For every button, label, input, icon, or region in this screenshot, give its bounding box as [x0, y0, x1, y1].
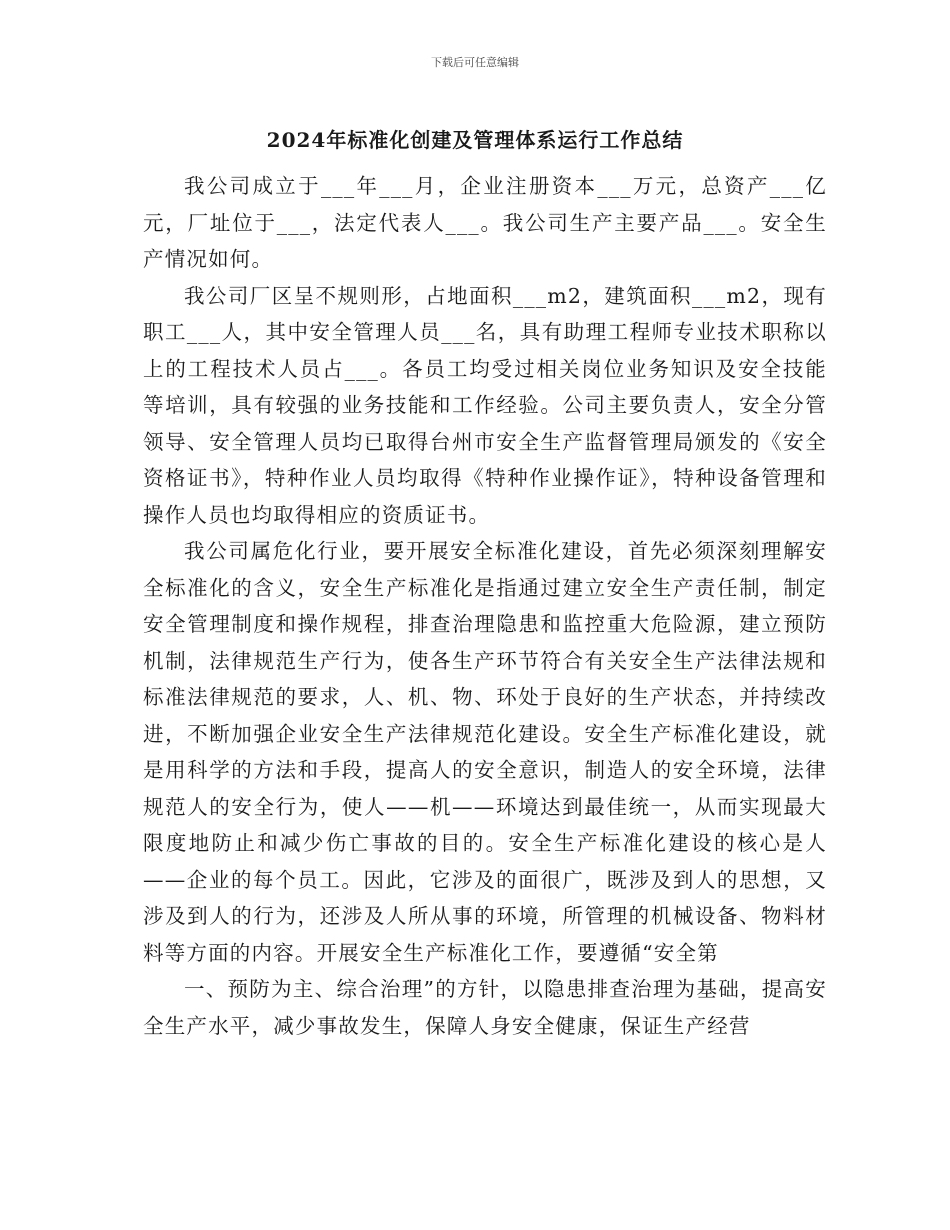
download-editable-note: 下载后可任意编辑 — [431, 56, 519, 69]
paragraph-site-and-staff: 我公司厂区呈不规则形，占地面积___m2，建筑面积___m2，现有职工___人，其中安全管理人员___名，具有助理工程师专业技术职称以上的工程技术人员占___。各员工均受过相关岗位业务知识及安全技能等培训，具有较强的业务技能和工作经验。公司主要负责人，安全分管领导、安全管理人员均已取得台州市安全生产监督管理局颁发的《安全资格证书》，特种作业人员均取得《特种作业操作证》，特种设备管理和操作人员也均取得相应的资质证书。 — [143, 283, 827, 527]
paragraph-company-overview: 我公司成立于___年___月，企业注册资本___万元，总资产___亿元，厂址位于___，法定代表人___。我公司生产主要产品___。安全生产情况如何。 — [143, 174, 827, 271]
document-body — [143, 168, 827, 1044]
paragraph-standardization-meaning: 我公司属危化行业，要开展安全标准化建设，首先必须深刻理解安全标准化的含义，安全生产标准化是指通过建立安全生产责任制，制定安全管理制度和操作规程，排查治理隐患和监控重大危险源，建立预防机制，法律规范生产行为，使各生产环节符合有关安全生产法律法规和标准法律规范的要求，人、机、物、环处于良好的生产状态，并持续改进，不断加强企业安全生产法律规范化建设。安全生产标准化建设，就是用科学的方法和手段，提高人的安全意识，制造人的安全环境，法律规范人的安全行为，使人——机——环境达到最佳统一，从而实现最大限度地防止和减少伤亡事故的目的。安全生产标准化建设的核心是人——企业的每个员工。因此，它涉及的面很广，既涉及到人的思想，又涉及到人的行为，还涉及人所从事的环境，所管理的机械设备、物料材料等方面的内容。开展安全生产标准化工作，要遵循“安全第 — [143, 539, 827, 965]
paragraph-policy-principle: 一、预防为主、综合治理”的方针，以隐患排查治理为基础，提高安全生产水平，减少事故发生，保障人身安全健康，保证生产经营 — [143, 977, 827, 1038]
document-title: 2024年标准化创建及管理体系运行工作总结 — [266, 128, 684, 152]
